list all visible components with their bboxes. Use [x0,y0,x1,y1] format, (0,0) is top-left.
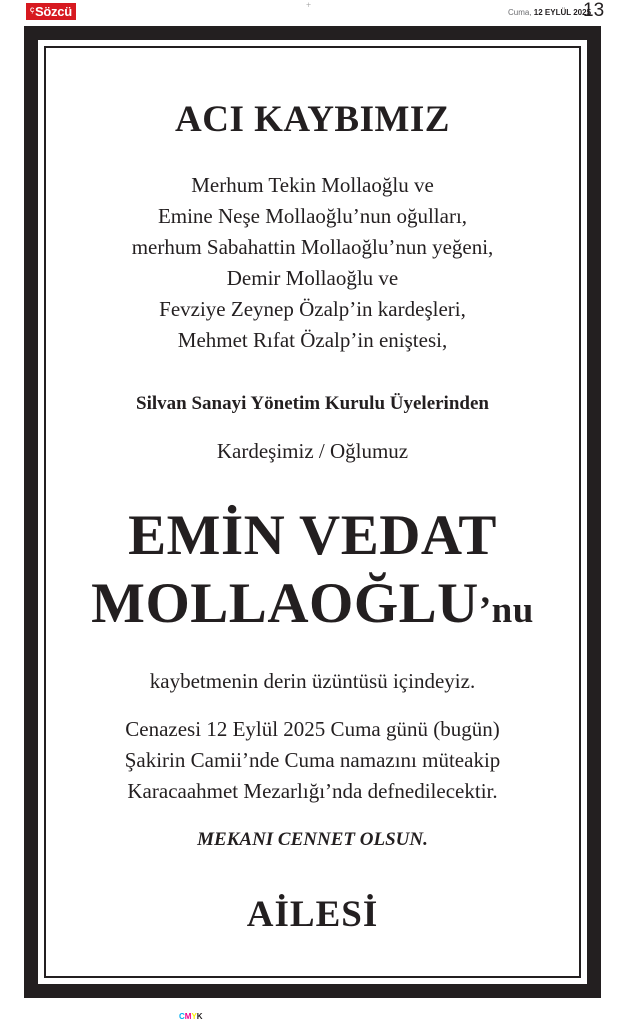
family-line: Emine Neşe Mollaoğlu’nun oğulları, [157,204,468,228]
issue-date [508,8,591,17]
obituary-frame [24,26,601,998]
cmyk-m: M [184,1012,192,1021]
issue-day: Cuma, [508,8,532,17]
family-line: Demir Mollaoğlu ve [226,266,399,290]
name-suffix: ’nu [478,590,534,631]
obituary-title: ACI KAYBIMIZ [175,99,450,140]
family-line: merhum Sabahattin Mollaoğlu’nun yeğeni, [131,235,494,259]
logo-text: Sözcü [35,4,72,19]
family-line: Fevziye Zeynep Özalp’in kardeşleri, [159,297,466,321]
deceased-surname: MOLLAOĞLU [91,572,479,635]
registration-mark-icon: + [306,0,312,10]
relation-line: Kardeşimiz / Oğlumuz [216,439,409,463]
signature: AİLESİ [246,894,379,935]
family-line: Mehmet Rıfat Özalp’in eniştesi, [177,328,448,352]
cmyk-y: Y [191,1012,197,1021]
deceased-name-line1: EMİN VEDAT [128,504,497,567]
issue-date-value: 12 EYLÜL 2025 [533,8,592,17]
grief-line: kaybetmenin derin üzüntüsü içindeyiz. [149,669,476,693]
prayer-line: MEKANI CENNET OLSUN. [197,829,428,850]
deceased-name-line2 [38,572,587,643]
sozcu-logo [26,3,76,20]
cmyk-c: C [179,1012,185,1021]
funeral-line: Karacaahmet Mezarlığı’nda defnedilecektir. [127,779,498,803]
cmyk-k: K [196,1012,203,1021]
page-number: 13 [583,0,605,21]
funeral-line: Cenazesi 12 Eylül 2025 Cuma günü (bugün) [125,717,500,741]
funeral-line: Şakirin Camii’nde Cuma namazını müteakip [124,748,501,772]
affiliation-line: Silvan Sanayi Yönetim Kurulu Üyelerinden [136,393,489,414]
logo-prefix: Ç [30,8,35,14]
family-line: Merhum Tekin Mollaoğlu ve [191,173,434,197]
cmyk-color-bar [179,1012,203,1021]
obituary-panel [38,40,587,984]
